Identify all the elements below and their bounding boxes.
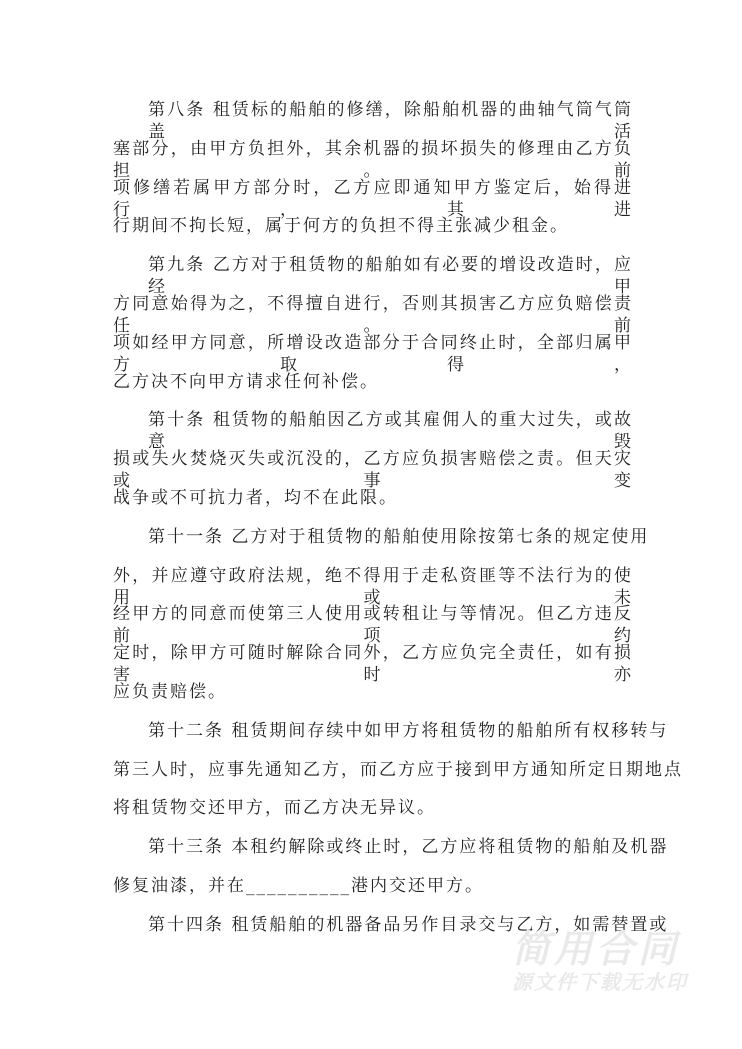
watermark-tagline: 源文件下载无水印	[512, 970, 688, 994]
watermark-brand: 简用合同	[512, 927, 681, 971]
article-11-line: 第十一条 乙方对于租赁物的船舶使用除按第七条的规定使用	[148, 526, 650, 547]
article-13-line: 修复油漆，并在__________港内交还甲方。	[113, 876, 484, 896]
article-8-line: 第八条 租赁标的船舶的修缮，除船舶机器的曲轴气筒气筒盖活	[148, 100, 633, 142]
article-12-line: 第十二条 租赁期间存续中如甲方将租赁物的船舶所有权移转与	[148, 720, 669, 741]
article-11-line: 外，并应遵守政府法规，绝不得用于走私资匪等不法行为的使用或未	[113, 565, 633, 608]
article-9-line: 方同意始得为之，不得擅自进行，否则其损害乙方应负赔偿责任。前	[113, 294, 633, 336]
article-8-line: 项修缮若属甲方部分时，乙方应即通知甲方鉴定后，始得进行，其进	[113, 177, 633, 220]
article-13-line: 第十三条 本租约解除或终止时，乙方应将租赁物的船舶及机器	[148, 837, 669, 858]
article-11-line: 经甲方的同意而使第三人使用或转租让与等情况。但乙方违反前项约	[113, 604, 633, 647]
article-8-line: 塞部分，由甲方负担外，其余机器的损坏损失的修理由乙方负担。前	[113, 138, 633, 181]
article-11-line: 定时，除甲方可随时解除合同外，乙方应负完全责任，如有损害时亦	[113, 643, 633, 686]
article-10-line: 战争或不可抗力者，均不在此限。	[113, 488, 398, 508]
article-10-line: 损或失火焚烧灭失或沉没的，乙方应负损害赔偿之责。但天灾或事变	[113, 449, 633, 492]
article-9-line: 第九条 乙方对于租赁物的船舶如有必要的增设改造时，应经甲	[148, 255, 633, 298]
article-8-line: 行期间不拘长短，属于何方的负担不得主张减少租金。	[113, 216, 569, 237]
article-11-line: 应负责赔偿。	[113, 682, 227, 702]
article-9-line: 项如经甲方同意，所增设改造部分于合同终止时，全部归属甲方取得，	[113, 332, 633, 375]
article-9-line: 乙方决不向甲方请求任何补偿。	[113, 371, 379, 392]
article-10-line: 第十条 租赁物的船舶因乙方或其雇佣人的重大过失，或故意毁	[148, 410, 633, 453]
article-12-line: 将租赁物交还甲方，而乙方决无异议。	[113, 798, 436, 819]
article-12-line: 第三人时，应事先通知乙方，而乙方应于接到甲方通知所定日期地点	[113, 759, 683, 780]
article-14-line: 第十四条 租赁船舶的机器备品另作目录交与乙方，如需替置或	[148, 914, 669, 935]
